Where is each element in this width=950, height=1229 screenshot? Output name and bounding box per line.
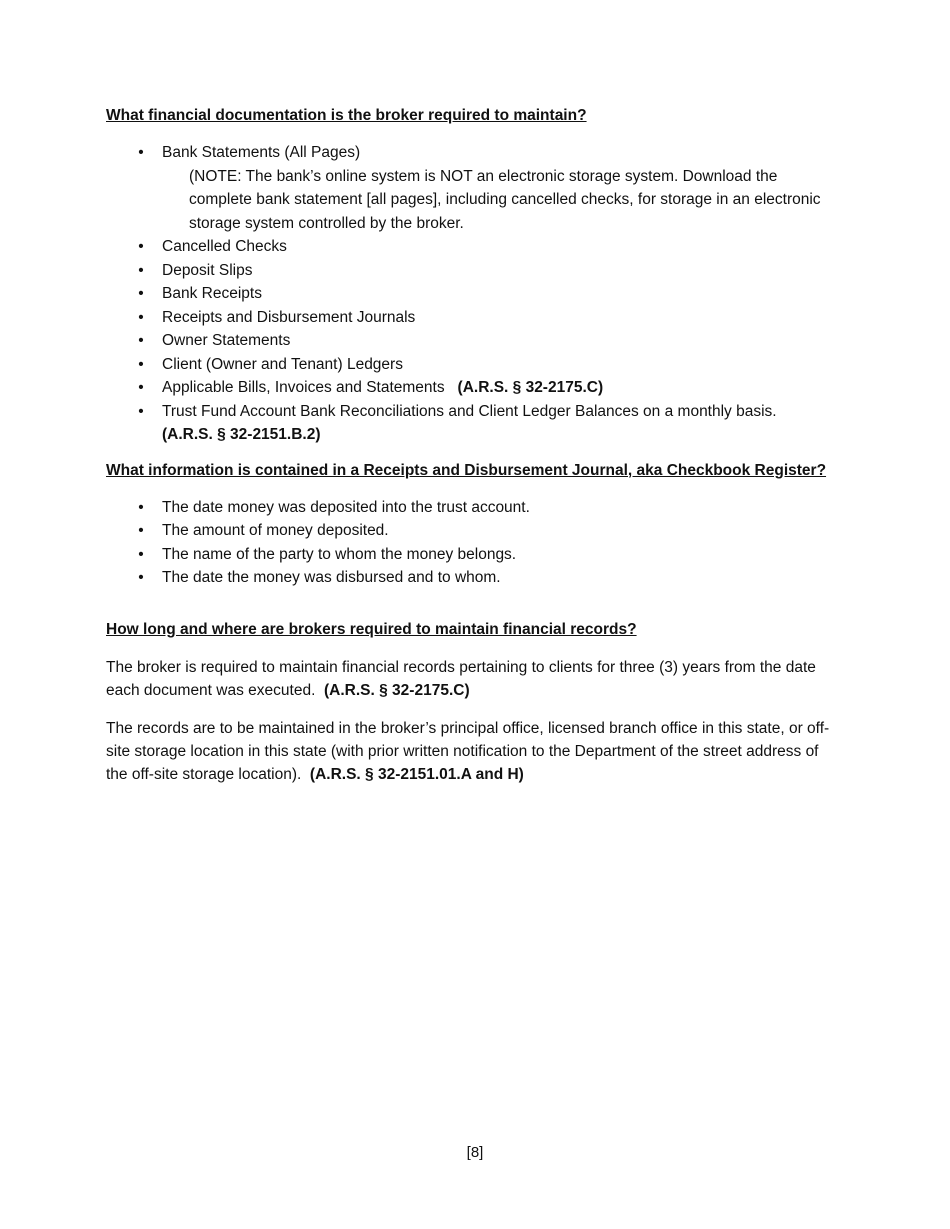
paragraph-text: The broker is required to maintain financial records pertaining to clients for three (3) years from the date each document was executed. xyxy=(106,658,816,699)
list-item-text: Client (Owner and Tenant) Ledgers xyxy=(162,355,403,373)
bullet-icon: • xyxy=(138,238,144,255)
retention-period-paragraph xyxy=(106,656,836,702)
list-item xyxy=(106,259,836,283)
retention-paragraphs xyxy=(106,656,836,786)
list-item xyxy=(106,353,836,377)
list-item-note: (NOTE: The bank’s online system is NOT an electronic storage system. Download the complete bank statement [all pages], including cancelled checks, for storage in an electronic storage system controlled by the broker. xyxy=(189,167,821,232)
list-item xyxy=(106,496,836,520)
section-heading-financial-documentation: What financial documentation is the broker required to maintain? xyxy=(106,107,587,124)
bullet-icon: • xyxy=(138,332,144,349)
list-item xyxy=(106,329,836,353)
list-item-text: Bank Statements (All Pages) xyxy=(162,144,361,161)
list-item-text: The date the money was disbursed and to whom. xyxy=(162,569,501,586)
list-item-text: Bank Receipts xyxy=(162,285,262,302)
list-item-text: Cancelled Checks xyxy=(162,238,287,255)
bullet-icon: • xyxy=(138,355,144,373)
bullet-icon: • xyxy=(138,522,144,539)
list-item-text: The date money was deposited into the trust account. xyxy=(162,498,530,516)
list-item-text: Receipts and Disbursement Journals xyxy=(162,308,416,326)
list-item-text: The amount of money deposited. xyxy=(162,522,389,539)
retention-location-paragraph xyxy=(106,717,836,786)
list-item-text: Owner Statements xyxy=(162,332,291,349)
list-item xyxy=(106,400,836,447)
bullet-icon: • xyxy=(138,144,144,161)
statute-citation: (A.R.S. § 32-2151.01.A and H) xyxy=(309,765,524,783)
bullet-icon: • xyxy=(138,285,144,302)
list-item-text: Applicable Bills, Invoices and Statements xyxy=(162,379,445,396)
list-item xyxy=(106,306,836,330)
documentation-list xyxy=(106,141,836,447)
list-item-text: The name of the party to whom the money belongs. xyxy=(162,545,517,563)
bullet-icon: • xyxy=(138,308,144,326)
list-item xyxy=(106,141,836,235)
list-item xyxy=(106,519,836,543)
statute-citation: (A.R.S. § 32-2151.B.2) xyxy=(162,426,321,443)
statute-citation: (A.R.S. § 32-2175.C) xyxy=(457,379,604,396)
list-item xyxy=(106,566,836,590)
list-item-text: Trust Fund Account Bank Reconciliations and Client Ledger Balances on a monthly basis. xyxy=(162,402,777,420)
document-body xyxy=(106,104,836,786)
bullet-icon: • xyxy=(138,569,144,586)
bullet-icon: • xyxy=(138,545,144,563)
list-item xyxy=(106,376,836,400)
bullet-icon: • xyxy=(138,402,144,420)
bullet-icon: • xyxy=(138,379,144,396)
statute-citation: (A.R.S. § 32-2175.C) xyxy=(324,681,470,699)
list-item xyxy=(106,543,836,567)
list-item xyxy=(106,235,836,259)
page-number: [8] xyxy=(466,1144,484,1161)
list-item xyxy=(106,282,836,306)
section-heading-record-retention: How long and where are brokers required to maintain financial records? xyxy=(106,620,637,638)
paragraph-text: The records are to be maintained in the broker’s principal office, licensed branch office in this state, or off-site storage location in this state (with prior written notification to the Department of the street address of the off-site storage location). xyxy=(106,719,830,783)
bullet-icon: • xyxy=(138,261,144,279)
section-heading-journal-information: What information is contained in a Receipts and Disbursement Journal, aka Checkbook Register? xyxy=(106,461,827,479)
list-item-text: Deposit Slips xyxy=(162,261,253,279)
bullet-icon: • xyxy=(138,498,144,516)
journal-info-list xyxy=(106,496,836,590)
